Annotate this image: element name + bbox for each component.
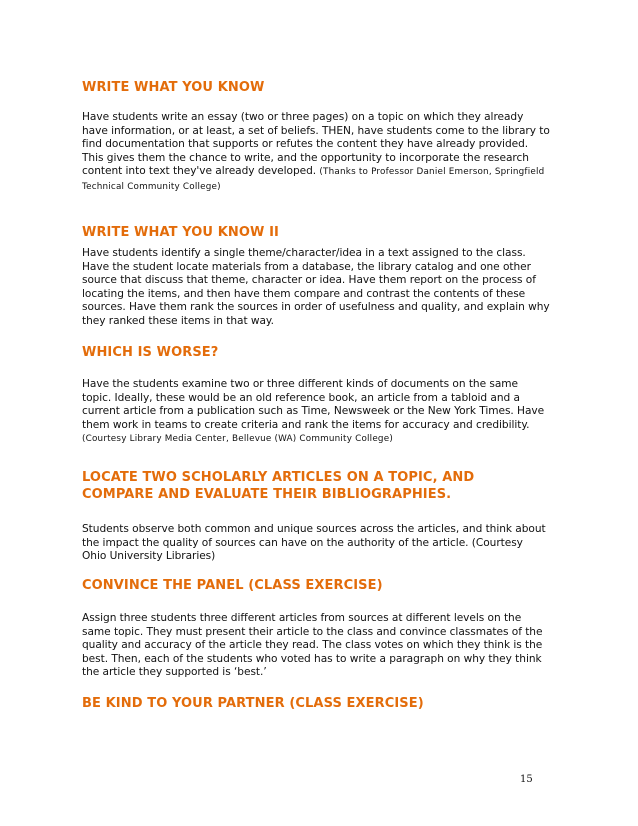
section-body-write-what-you-know-ii: Have students identify a single theme/character/idea in a text assigned to the class. Have the student locate materials from a database, the library catalog and one other source that discuss that theme, character or idea. Have them report on the process of locating the items, and then have them compare and contrast the contents of these sources. Have them rank the sources in order of usefulness and quality, and explain why they ranked these items in that way. (82, 247, 550, 327)
section-body-text: Have the students examine two or three different kinds of documents on the same topic. Ideally, these would be an old reference book, an article from a tabloid and a current article from a publication such as Time, Newsweek or the New York Times. Have them work in teams to create criteria and rank the items for accuracy and credibility. (82, 378, 545, 431)
section-heading-locate-two-scholarly-articles: LOCATE TWO SCHOLARLY ARTICLES ON A TOPIC, AND COMPARE AND EVALUATE THEIR BIBLIOGRAPHIES. (82, 470, 475, 502)
section-heading-be-kind-to-your-partner: BE KIND TO YOUR PARTNER (CLASS EXERCISE) (82, 696, 424, 711)
section-credit: (Thanks to Professor Daniel Emerson, Springfield Technical Community College) (82, 167, 545, 192)
page-number: 15 (520, 774, 533, 785)
section-body-text: Have students write an essay (two or three pages) on a topic on which they already have information, or at least, a set of beliefs. THEN, have students come to the library to find documentation that supports or refutes the content they have already provided. This gives them the chance to write, and the opportunity to incorporate the research content into text they've already developed. (82, 111, 550, 178)
section-heading-convince-the-panel: CONVINCE THE PANEL (CLASS EXERCISE) (82, 578, 383, 593)
section-body-write-what-you-know (82, 111, 550, 195)
section-heading-write-what-you-know: WRITE WHAT YOU KNOW (82, 80, 265, 95)
document-page (82, 0, 552, 826)
section-heading-write-what-you-know-ii: WRITE WHAT YOU KNOW II (82, 225, 279, 240)
section-body-convince-the-panel: Assign three students three different articles from sources at different levels on the same topic. They must present their article to the class and convince classmates of the quality and accuracy of the article they read. The class votes on which they think is the best. Then, each of the students who voted has to write a paragraph on why they think the article they supported is ‘best.’ (82, 612, 543, 679)
section-heading-which-is-worse: WHICH IS WORSE? (82, 345, 219, 360)
section-credit: (Courtesy Library Media Center, Bellevue (WA) Community College) (82, 434, 393, 445)
section-body-which-is-worse (82, 378, 550, 447)
section-body-locate-two-scholarly-articles: Students observe both common and unique sources across the articles, and think about the impact the quality of sources can have on the authority of the article. (Courtesy Ohio University Libraries) (82, 523, 546, 563)
